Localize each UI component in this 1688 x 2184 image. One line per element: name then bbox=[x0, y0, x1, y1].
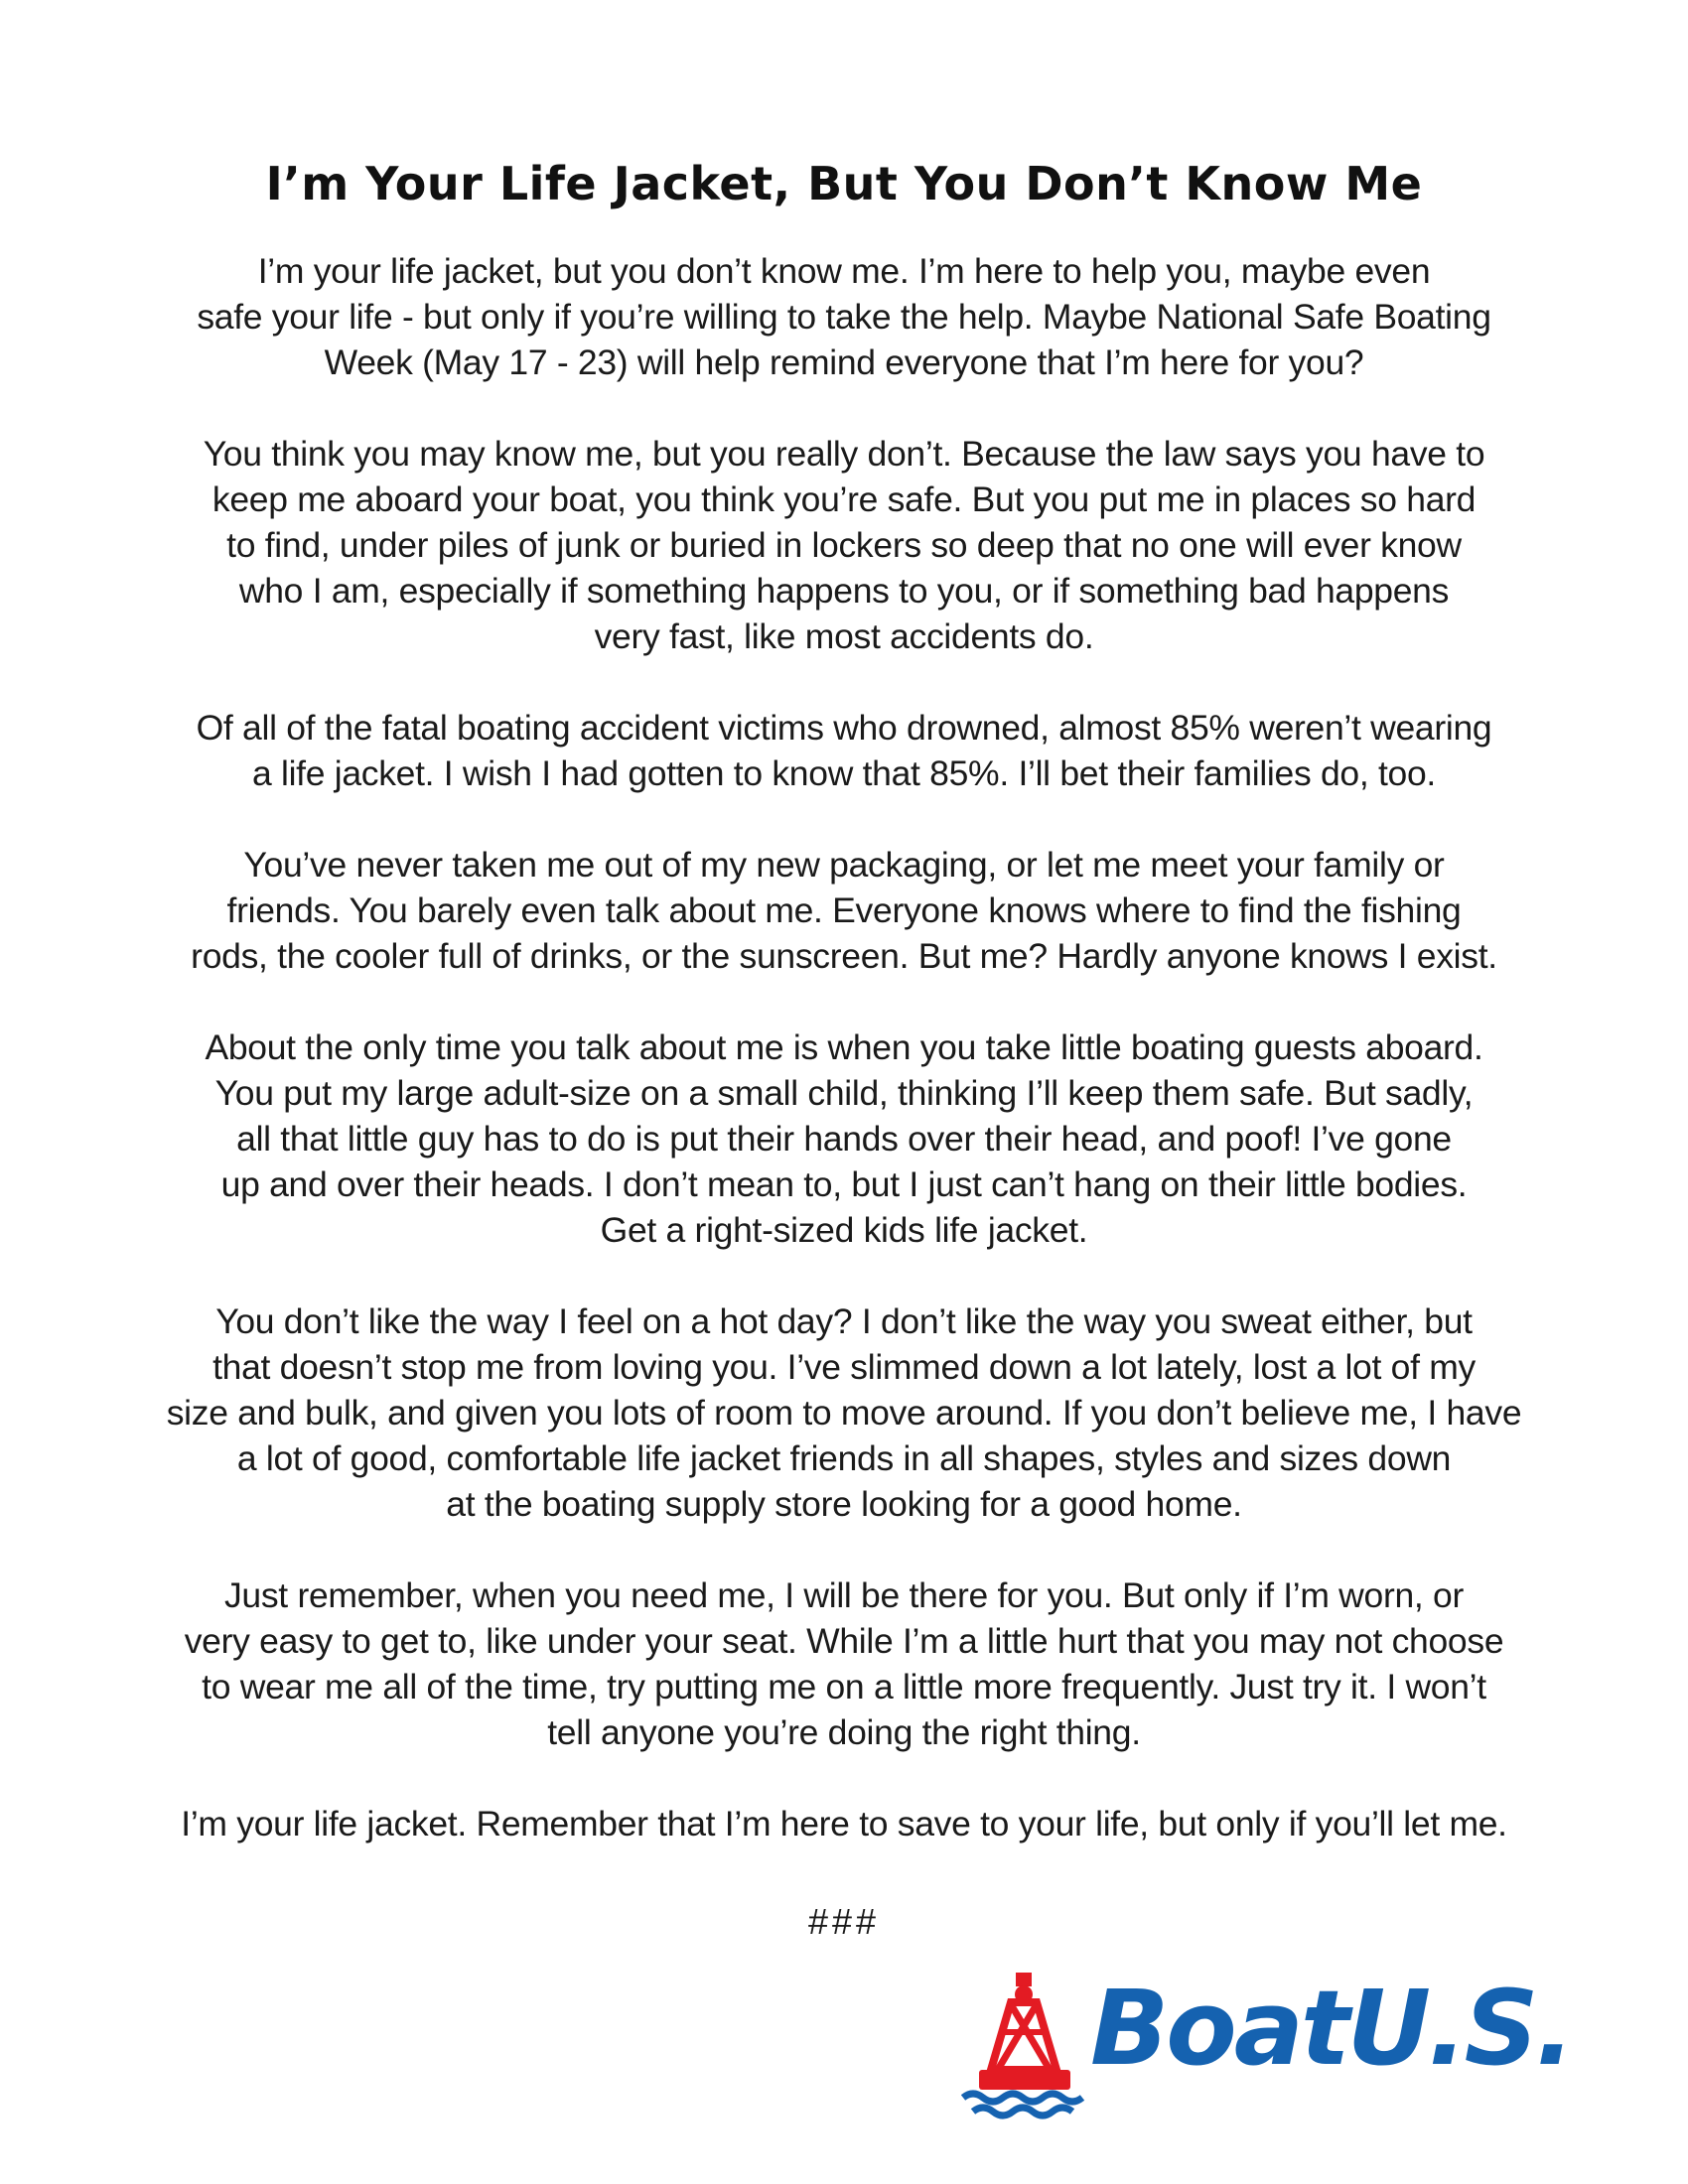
paragraph: You think you may know me, but you really don’t. Because the law says you have to keep me aboard your boat, you think you’re safe. But you put me in places so hard to find, under piles of junk or buried in lockers so deep that no one will ever know who I am, especially if something happens to you, or if something bad happens very fast, like most accidents do. bbox=[203, 434, 1485, 656]
boatus-logo bbox=[961, 1968, 1572, 2119]
document-body bbox=[139, 248, 1549, 1892]
document-title: I’m Your Life Jacket, But You Don’t Know Me bbox=[265, 157, 1423, 210]
paragraph: I’m your life jacket. Remember that I’m here to save to your life, but only if you’ll let me. bbox=[181, 1804, 1507, 1843]
paragraph: I’m your life jacket, but you don’t know me. I’m here to help you, maybe even safe your life - but only if you’re willing to take the help. Maybe National Safe Boating Week (May 17 - 23) will help remind everyone that I’m here for you? bbox=[197, 251, 1491, 382]
paragraph: Just remember, when you need me, I will be there for you. But only if I’m worn, or very easy to get to, like under your seat. While I’m a little hurt that you may not choose to wear me all of the time, try putting me on a little more frequently. Just try it. I won’t tell anyone you’re doing the right thing. bbox=[184, 1575, 1504, 1752]
paragraph: You’ve never taken me out of my new packaging, or let me meet your family or friends. You barely even talk about me. Everyone knows where to find the fishing rods, the cooler full of drinks, or the sunscreen. But me? Hardly anyone knows I exist. bbox=[191, 845, 1497, 976]
end-mark: ### bbox=[807, 1901, 881, 1942]
paragraph: Of all of the fatal boating accident victims who drowned, almost 85% weren’t wearing a life jacket. I wish I had gotten to know that 85%. I’ll bet their families do, too. bbox=[196, 708, 1492, 793]
buoy-icon bbox=[961, 1971, 1090, 2119]
paragraph: You don’t like the way I feel on a hot day? I don’t like the way you sweat either, but that doesn’t stop me from loving you. I’ve slimmed down a lot lately, lost a lot of my size and bulk, and given you lots of room to move around. If you don’t believe me, I have a lot of good, comfortable life jacket friends in all shapes, styles and sizes down at the boating supply store looking for a good home. bbox=[166, 1301, 1522, 1524]
logo-wordmark: BoatU.S. bbox=[1090, 1968, 1572, 2089]
paragraph: About the only time you talk about me is when you take little boating guests aboard. You put my large adult-size on a small child, thinking I’ll keep them safe. But sadly, all that little guy has to do is put their hands over their head, and poof! I’ve gone up and over their heads. I don’t mean to, but I just can’t hang on their little bodies. Get a right-sized kids life jacket. bbox=[205, 1027, 1483, 1250]
